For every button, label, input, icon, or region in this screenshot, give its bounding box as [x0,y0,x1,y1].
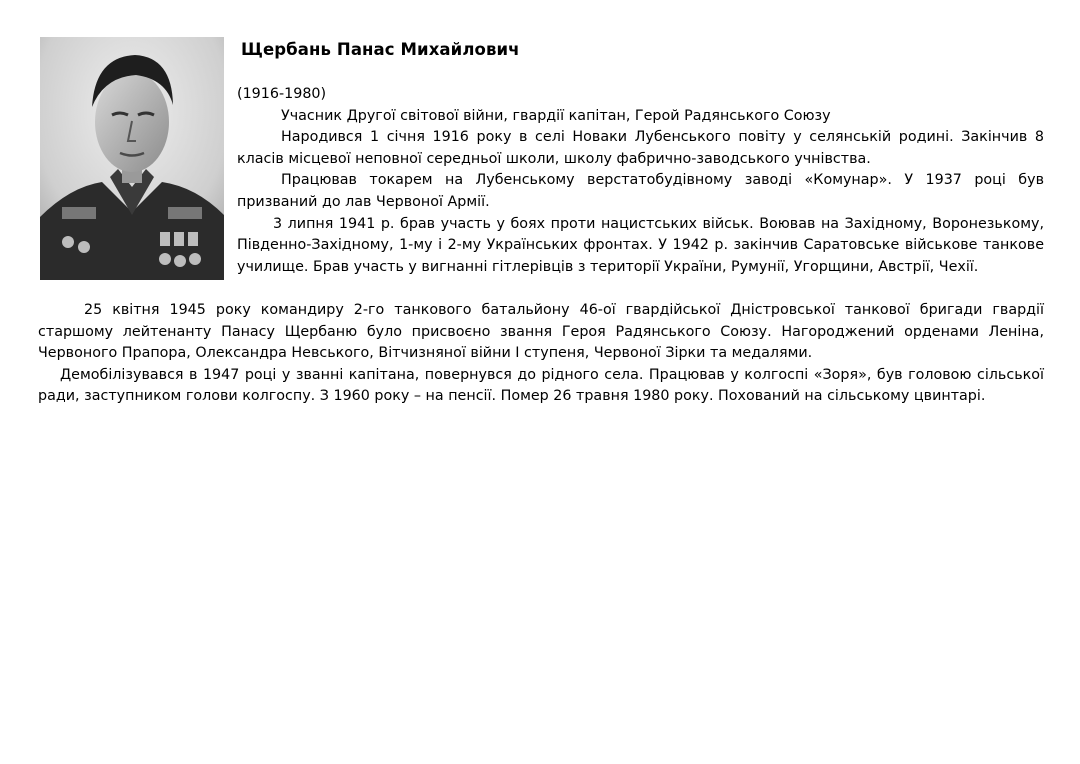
paragraph-summary: Учасник Другої світової війни, гвардії капітан, Герой Радянського Союзу [281,107,831,124]
portrait-image [40,37,224,280]
paragraph-war: 3 липня 1941 р. брав участь у боях проти нацистських військ. Воював на Західному, Воронезькому, Південно-Західному, 1-му і 2-му Українських фронтах. У 1942 р. закінчив Саратовське військове танкове училище. Брав участь у вигнанні гітлерівців з території України, Румунії, Угорщини, Австрії, Чехії. [237,215,1044,275]
biography-text-right [237,84,1044,278]
document-title: Щербань Панас Михайлович [241,40,520,59]
portrait-photo [40,37,224,280]
paragraph-work: Працював токарем на Лубенському верстатобудівному заводі «Комунар». У 1937 році був призваний до лав Червоної Армії. [237,172,1044,210]
paragraph-birth: Народився 1 січня 1916 року в селі Новаки Лубенського повіту у селянській родині. Закінчив 8 класів місцевої неповної середньої школи, школу фабрично-заводського учнівства. [237,129,1044,167]
paragraph-later-life: Демобілізувався в 1947 році у званні капітана, повернувся до рідного села. Працював у колгоспі «Зоря», був головою сільської ради, заступником голови колгоспу. З 1960 року – на пенсії. Помер 26 травня 1980 року. Похований на сільському цвинтарі. [38,366,1044,405]
life-years: (1916-1980) [237,86,327,102]
biography-text-bottom [38,300,1044,408]
paragraph-hero: 25 квітня 1945 року командиру 2-го танкового батальйону 46-ої гвардійської Дністровської танкової бригади гвардії старшому лейтенанту Панасу Щербаню було присвоєно звання Героя Радянського Союзу. Нагороджений орденами Леніна, Червоного Прапора, Олександра Невського, Вітчизняної війни І ступеня, Червоної Зірки та медалями. [38,302,1044,362]
